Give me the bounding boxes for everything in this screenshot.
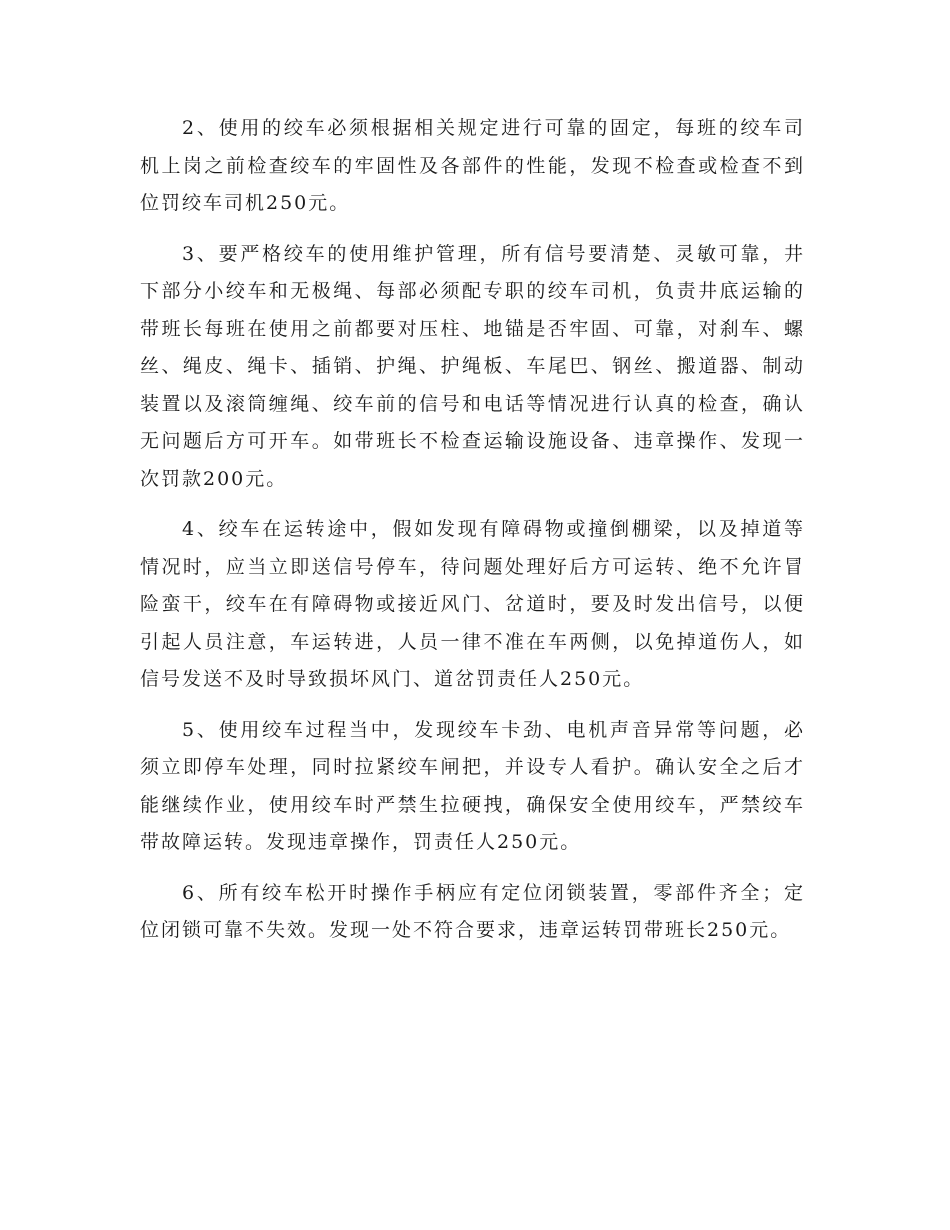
paragraph-item-2: 2、使用的绞车必须根据相关规定进行可靠的固定，每班的绞车司机上岗之前检查绞车的牢固性及各部件的性能，发现不检查或检查不到位罚绞车司机250元。 [140, 117, 805, 214]
paragraph-item-3: 3、要严格绞车的使用维护管理，所有信号要清楚、灵敏可靠，井下部分小绞车和无极绳、每部必须配专职的绞车司机，负责井底运输的带班长每班在使用之前都要对压柱、地锚是否牢固、可靠，对刹车、螺丝、绳皮、绳卡、插销、护绳、护绳板、车尾巴、钢丝、搬道器、制动装置以及滚筒缠绳、绞车前的信号和电话等情况进行认真的检查，确认无问题后方可开车。如带班长不检查运输设施设备、违章操作、发现一次罚款200元。 [140, 242, 805, 490]
document-body [140, 110, 805, 963]
paragraph-item-4: 4、绞车在运转途中，假如发现有障碍物或撞倒棚梁，以及掉道等情况时，应当立即送信号停车，待问题处理好后方可运转、绝不允许冒险蛮干，绞车在有障碍物或接近风门、岔道时，要及时发出信号，以便引起人员注意，车运转进，人员一律不准在车两侧，以免掉道伤人，如信号发送不及时导致损坏风门、道岔罚责任人250元。 [140, 518, 805, 690]
paragraph-item-5: 5、使用绞车过程当中，发现绞车卡劲、电机声音异常等问题，必须立即停车处理，同时拉紧绞车闸把，并设专人看护。确认安全之后才能继续作业，使用绞车时严禁生拉硬拽，确保安全使用绞车，严禁绞车带故障运转。发现违章操作，罚责任人250元。 [140, 718, 805, 853]
paragraph-item-6: 6、所有绞车松开时操作手柄应有定位闭锁装置，零部件齐全；定位闭锁可靠不失效。发现一处不符合要求，违章运转罚带班长250元。 [140, 881, 805, 941]
